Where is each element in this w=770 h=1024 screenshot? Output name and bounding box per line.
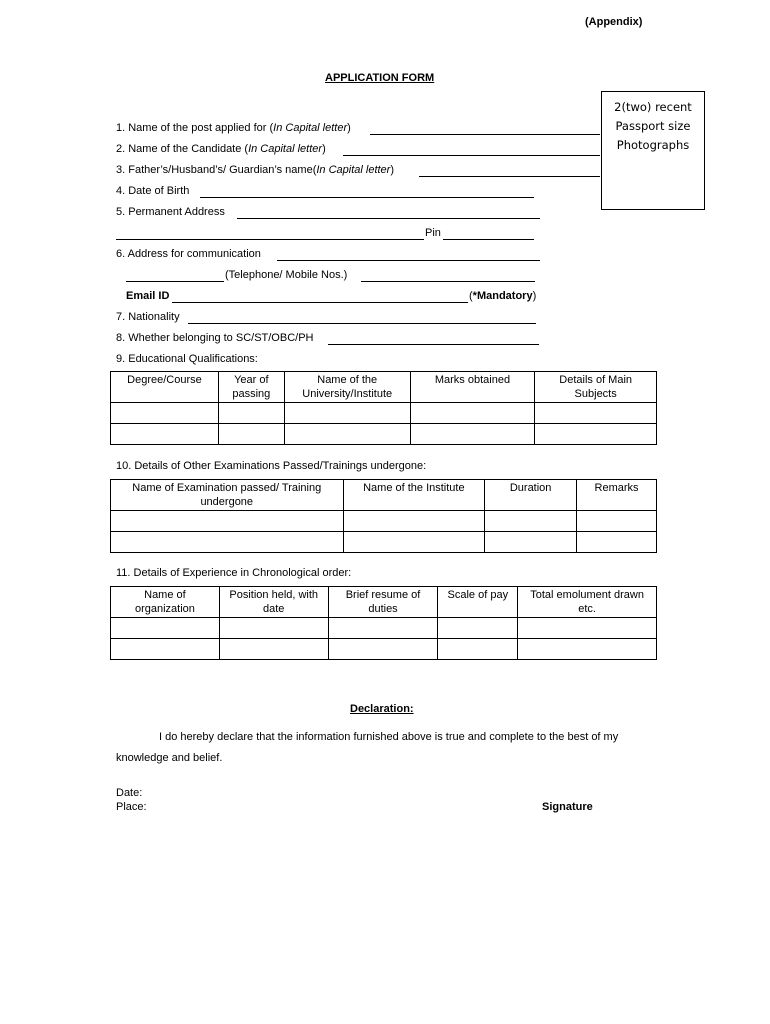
table-cell[interactable] [410,403,535,424]
education-table [110,371,657,445]
field-dob-line[interactable] [200,197,534,198]
edu-header-marks: Marks obtained [410,372,535,403]
field-address-line-2[interactable] [116,239,424,240]
table-cell[interactable] [219,639,328,660]
experience-heading: 11. Details of Experience in Chronological order: [116,567,352,579]
table-cell[interactable] [111,403,219,424]
date-label: Date: [116,787,143,799]
table-cell[interactable] [438,618,518,639]
table-cell[interactable] [577,511,657,532]
table-row [111,618,657,639]
table-cell[interactable] [328,618,438,639]
exp-header-duties: Brief resume of duties [328,587,438,618]
place-label: Place: [116,801,147,813]
edu-header-year: Year of passing [218,372,284,403]
table-row [111,639,657,660]
exam-header-name: Name of Examination passed/ Training undergone [111,480,344,511]
field-father-label: 3. Father’s/Husband’s/ Guardian’s name(In Capital letter) [116,164,395,176]
education-heading: 9. Educational Qualifications: [116,353,258,365]
other-exams-heading: 10. Details of Other Examinations Passed/Trainings undergone: [116,460,427,472]
table-cell[interactable] [111,639,220,660]
exp-header-scale: Scale of pay [438,587,518,618]
field-category-label: 8. Whether belonging to SC/ST/OBC/PH [116,332,314,344]
table-cell[interactable] [219,618,328,639]
declaration-text-line-1: I do hereby declare that the information furnished above is true and complete to the best of my [159,731,619,743]
table-row [111,511,657,532]
edu-header-degree: Degree/Course [111,372,219,403]
field-address-line[interactable] [237,218,540,219]
table-cell[interactable] [343,511,485,532]
table-cell[interactable] [111,511,344,532]
field-telephone-line[interactable] [361,281,535,282]
field-email-line[interactable] [172,302,468,303]
table-cell[interactable] [518,618,657,639]
signature-label: Signature [542,801,593,813]
exam-header-remarks: Remarks [577,480,657,511]
other-exams-table [110,479,657,553]
field-telephone-line-left[interactable] [126,281,224,282]
table-row [111,532,657,553]
field-dob-label: 4. Date of Birth [116,185,190,197]
photo-box-line-1: 2(two) recent [614,100,692,114]
exp-header-position: Position held, with date [219,587,328,618]
table-cell[interactable] [328,639,438,660]
field-post-label: 1. Name of the post applied for (In Capital letter) [116,122,351,134]
table-cell[interactable] [284,424,410,445]
field-category-line[interactable] [328,344,539,345]
table-cell[interactable] [284,403,410,424]
edu-header-subjects: Details of Main Subjects [535,372,657,403]
experience-header-row [111,587,657,618]
field-comm-line[interactable] [277,260,540,261]
field-telephone-label: (Telephone/ Mobile Nos.) [225,269,348,281]
field-comm-label: 6. Address for communication [116,248,261,260]
field-pin-label: Pin [425,227,441,239]
field-pin-line[interactable] [443,239,534,240]
exp-header-organization: Name of organization [111,587,220,618]
table-cell[interactable] [111,532,344,553]
field-candidate-label: 2. Name of the Candidate (In Capital letter) [116,143,326,155]
field-email-label: Email ID [126,290,170,302]
table-cell[interactable] [218,403,284,424]
table-row [111,403,657,424]
form-title: APPLICATION FORM [325,72,435,84]
field-post-line[interactable] [370,134,600,135]
exp-header-emolument: Total emolument drawn etc. [518,587,657,618]
declaration-text-line-2: knowledge and belief. [116,752,223,764]
appendix-label: (Appendix) [585,16,643,28]
declaration-title: Declaration: [350,703,414,715]
table-cell[interactable] [577,532,657,553]
field-candidate-line[interactable] [343,155,600,156]
field-address-label: 5. Permanent Address [116,206,225,218]
table-cell[interactable] [111,424,219,445]
field-mandatory-note: (*Mandatory) [469,290,537,302]
field-nationality-line[interactable] [188,323,536,324]
table-row [111,424,657,445]
table-cell[interactable] [485,532,577,553]
edu-header-university: Name of the University/Institute [284,372,410,403]
photo-box-line-2: Passport size [615,119,691,133]
education-header-row [111,372,657,403]
table-cell[interactable] [535,403,657,424]
table-cell[interactable] [218,424,284,445]
photo-box-line-3: Photographs [616,138,690,152]
table-cell[interactable] [410,424,535,445]
table-cell[interactable] [535,424,657,445]
exam-header-duration: Duration [485,480,577,511]
table-cell[interactable] [485,511,577,532]
other-exams-header-row [111,480,657,511]
field-nationality-label: 7. Nationality [116,311,180,323]
table-cell[interactable] [111,618,220,639]
table-cell[interactable] [343,532,485,553]
field-father-line[interactable] [419,176,600,177]
experience-table [110,586,657,660]
exam-header-institute: Name of the Institute [343,480,485,511]
photo-box [601,91,705,210]
table-cell[interactable] [518,639,657,660]
table-cell[interactable] [438,639,518,660]
